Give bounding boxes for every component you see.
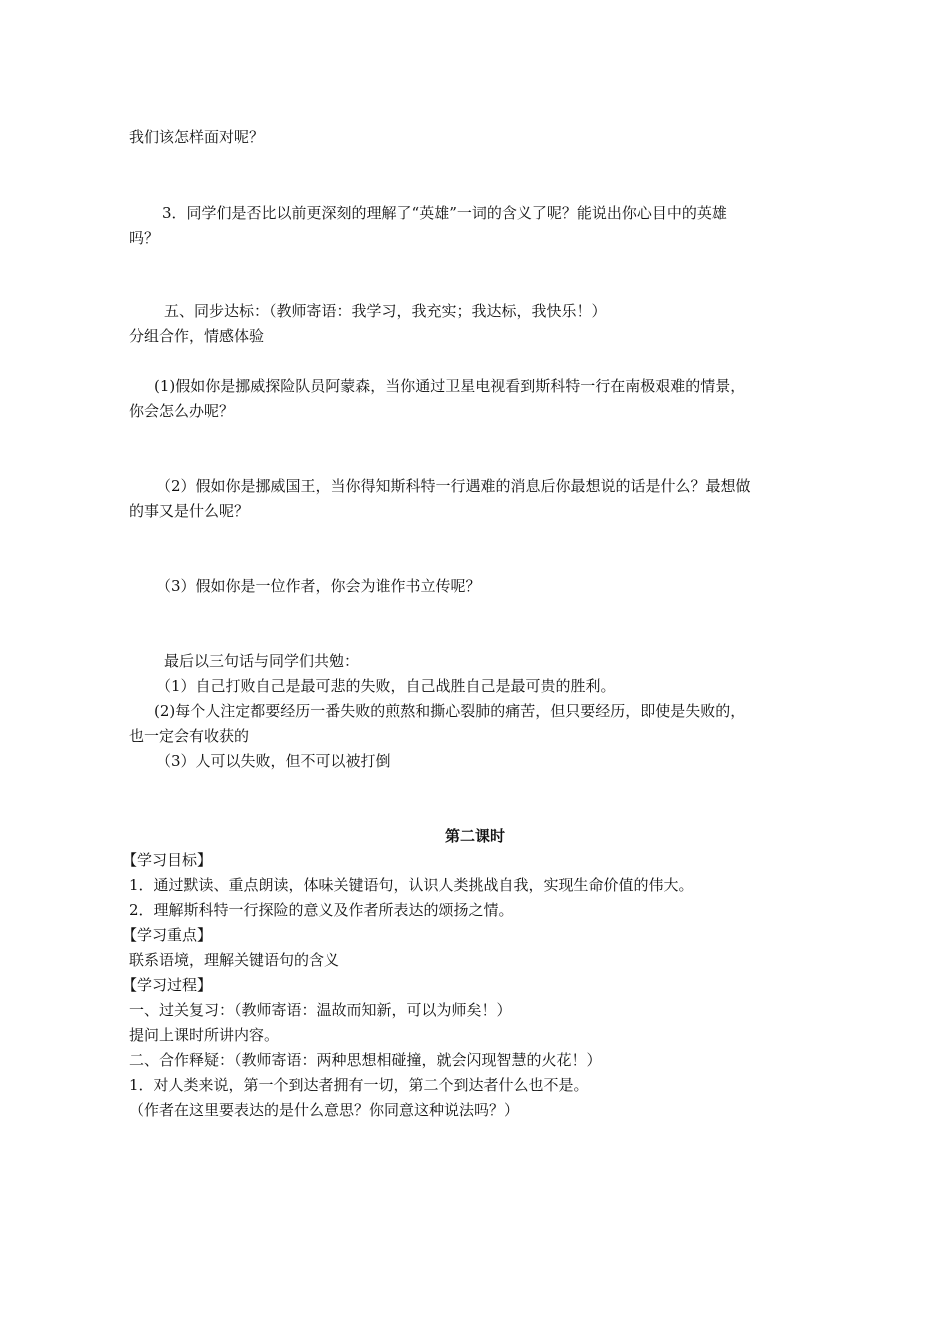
step-1-title: 一、过关复习：（教师寄语：温故而知新，可以为师矣！）: [129, 1001, 512, 1019]
section-5-subtitle: 分组合作，情感体验: [129, 327, 265, 345]
question-3-line-2: 吗？: [129, 229, 160, 247]
step-2-title: 二、合作释疑：（教师寄语：两种思想相碰撞，就会闪现智慧的火花！）: [129, 1051, 602, 1069]
exercise-3: （3）假如你是一位作者，你会为谁作书立传呢？: [156, 577, 481, 595]
section-5-title: 五、同步达标：（教师寄语：我学习，我充实；我达标，我快乐！）: [164, 302, 607, 320]
lesson-2-title: 第二课时: [444, 827, 505, 845]
closing-saying-3: （3）人可以失败，但不可以被打倒: [156, 752, 391, 770]
closing-saying-2-line-2: 也一定会有收获的: [129, 727, 250, 745]
closing-saying-1: （1）自己打败自己是最可悲的失败，自己战胜自己是最可贵的胜利。: [156, 677, 616, 695]
intro-tail-text: 我们该怎样面对呢？: [129, 128, 265, 146]
step-2-question-1-note: （作者在这里要表达的是什么意思？你同意这种说法吗？）: [129, 1101, 520, 1119]
question-3-line-1: 3．同学们是否比以前更深刻的理解了“英雄”一词的含义了呢？能说出你心目中的英雄: [162, 204, 727, 222]
goals-label: 【学习目标】: [122, 851, 213, 869]
closing-saying-2-line-1: (2)每个人注定都要经历一番失败的煎熬和撕心裂肺的痛苦，但只要经历，即使是失败的，: [154, 702, 746, 720]
closing-intro: 最后以三句话与同学们共勉：: [164, 652, 360, 670]
focus-text: 联系语境，理解关键语句的含义: [129, 951, 340, 969]
goal-1: 1．通过默读、重点朗读，体味关键语句，认识人类挑战自我，实现生命价值的伟大。: [129, 876, 694, 894]
exercise-2-line-1: （2）假如你是挪威国王，当你得知斯科特一行遇难的消息后你最想说的话是什么？最想做: [156, 477, 751, 495]
goal-2: 2．理解斯科特一行探险的意义及作者所表达的颂扬之情。: [129, 901, 514, 919]
exercise-1-line-1: (1)假如你是挪威探险队员阿蒙森，当你通过卫星电视看到斯科特一行在南极艰难的情景，: [154, 377, 746, 395]
step-2-question-1: 1．对人类来说，第一个到达者拥有一切，第二个到达者什么也不是。: [129, 1076, 589, 1094]
step-1-detail: 提问上课时所讲内容。: [129, 1026, 280, 1044]
exercise-1-line-2: 你会怎么办呢？: [129, 402, 235, 420]
exercise-2-line-2: 的事又是什么呢？: [129, 502, 250, 520]
process-label: 【学习过程】: [122, 976, 213, 994]
focus-label: 【学习重点】: [122, 926, 213, 944]
